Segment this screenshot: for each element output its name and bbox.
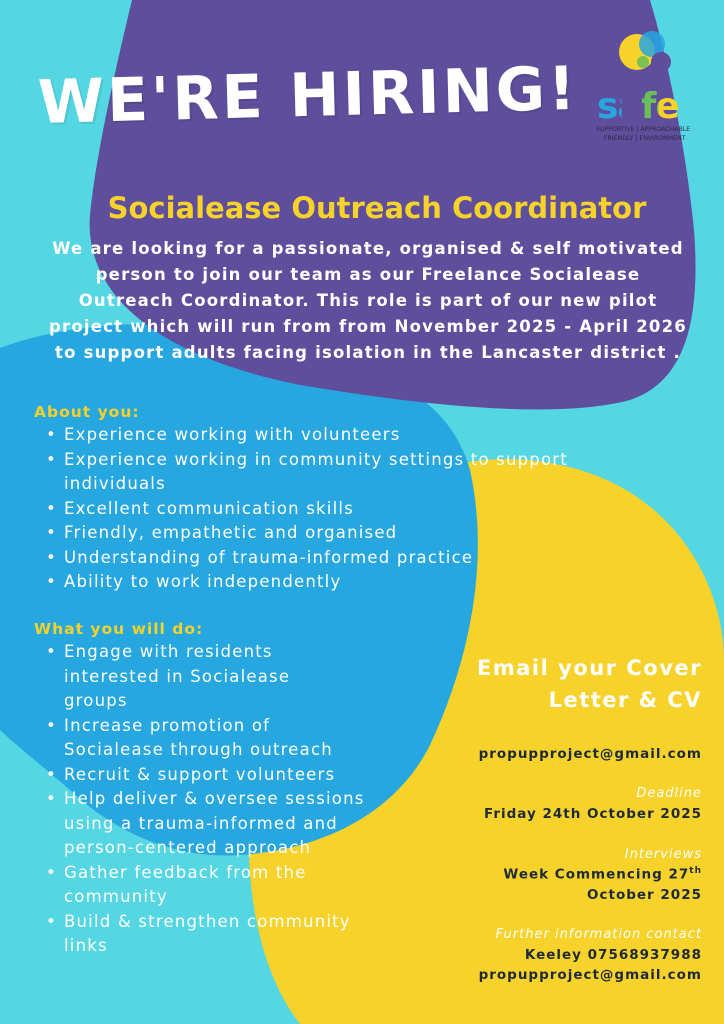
about-section: [34, 403, 654, 595]
deadline-label: Deadline: [636, 786, 702, 801]
logo-circle-purple: [651, 52, 671, 72]
interviews-date-line1: [503, 866, 702, 883]
logo-tagline-1: SUPPORTIVE | APPROACHABLE: [596, 126, 691, 133]
contact-email[interactable]: propupproject@gmail.com: [478, 967, 702, 983]
logo-circle-green: [637, 56, 649, 68]
deadline-date: Friday 24th October 2025: [483, 806, 702, 822]
duties-section: [34, 620, 404, 959]
list-item: • Increase promotion of Socialease through outreach: [64, 714, 374, 763]
apply-cta: [477, 652, 702, 716]
interviews-label: Interviews: [624, 847, 702, 862]
list-item: • Ability to work independently: [64, 570, 654, 595]
duties-list: [34, 640, 394, 959]
logo-tagline-2: FRIENDLY | ENVIRONMENT: [604, 135, 686, 142]
interviews-date-line2: October 2025: [587, 887, 702, 903]
role-title: Socialease Outreach Coordinator: [107, 191, 647, 225]
list-item: • Gather feedback from the community: [64, 861, 354, 910]
safe-logo-text: safe: [597, 86, 679, 127]
list-item: • Engage with residents interested in Socialease groups: [64, 640, 324, 714]
interviews-text: Week Commencing 27: [503, 866, 690, 883]
contact-name-phone[interactable]: Keeley 07568937988: [524, 947, 702, 963]
interviews-sup: th: [689, 866, 702, 876]
cta-line-2: Letter & CV: [548, 688, 702, 712]
contact-label: Further information contact: [495, 927, 702, 942]
list-item: • Build & strengthen community links: [64, 910, 394, 959]
cta-line-1: Email your Cover: [477, 656, 702, 680]
list-item: • Recruit & support volunteers: [64, 763, 394, 788]
list-item: • Experience working in community settings to support individuals: [64, 448, 654, 497]
apply-email[interactable]: propupproject@gmail.com: [478, 746, 702, 762]
list-item: • Understanding of trauma-informed practice: [64, 546, 654, 571]
about-list: [34, 423, 654, 595]
duties-heading: What you will do:: [34, 620, 204, 638]
about-heading: About you:: [34, 403, 140, 421]
hiring-headline: WE'RE HIRING!: [37, 53, 580, 138]
list-item: • Excellent communication skills: [64, 497, 654, 522]
intro-paragraph: We are looking for a passionate, organised & self motivated person to join our team as our Freelance Socialease Outreach Coordinator. This role is part of our new pilot project which will run from from November 2025 - April 2026 to support adults facing isolation in the Lancaster district .: [49, 239, 687, 362]
list-item: • Experience working with volunteers: [64, 423, 654, 448]
safe-logo: [597, 86, 679, 127]
list-item: • Help deliver & oversee sessions using a trauma-informed and person-centered approach: [64, 787, 394, 861]
list-item: • Friendly, empathetic and organised: [64, 521, 654, 546]
